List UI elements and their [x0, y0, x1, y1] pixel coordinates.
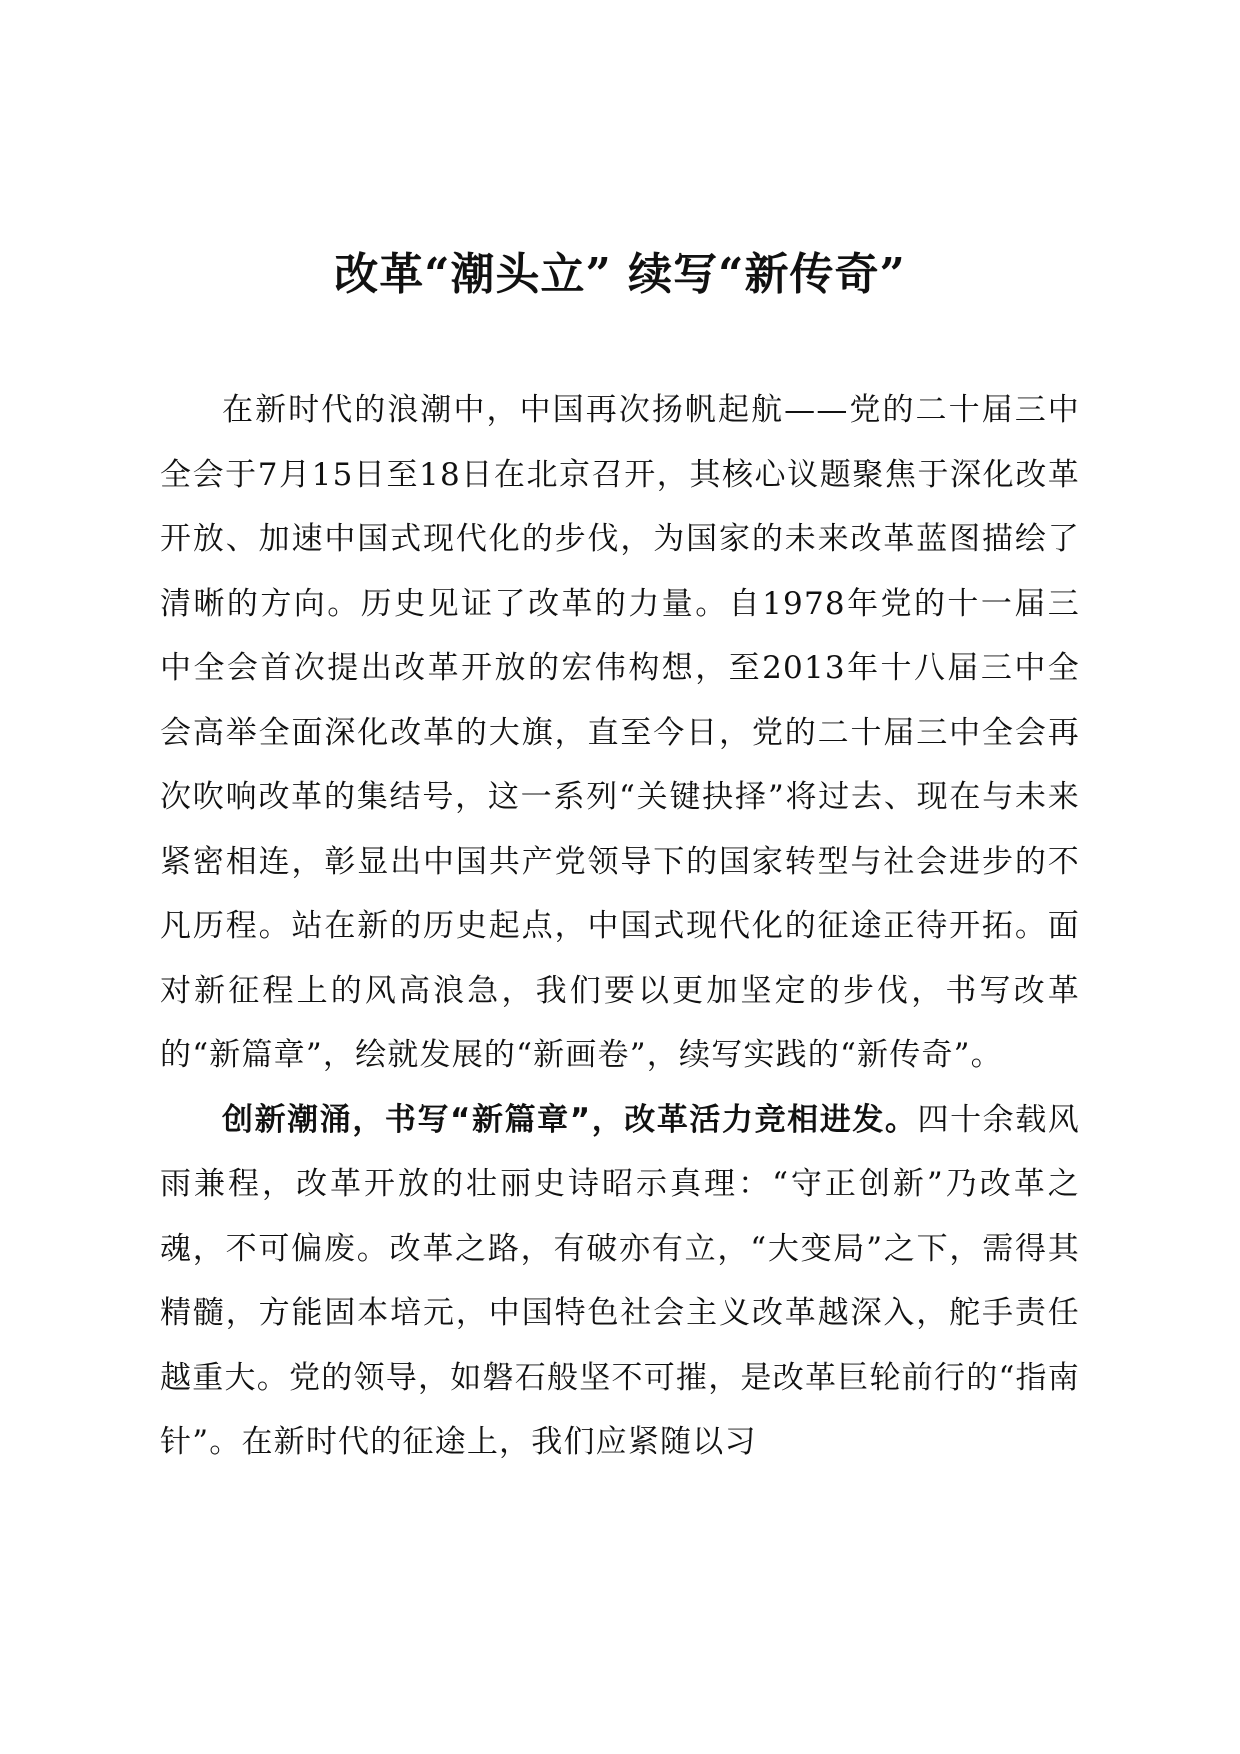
paragraph-innovation [160, 1088, 1080, 1475]
paragraph-text: 四十余载风雨兼程，改革开放的壮丽史诗昭示真理：“守正创新”乃改革之魂，不可偏废。改革之路，有破亦有立，“大变局”之下，需得其精髓，方能固本培元，中国特色社会主义改革越深入，舵手责任越重大。党的领导，如磐石般坚不可摧，是改革巨轮前行的“指南针”。在新时代的征途上，我们应紧随以习 [160, 1101, 1080, 1460]
document-title: 改革“潮头立” 续写“新传奇” [334, 249, 906, 300]
paragraph-intro [160, 378, 1080, 1088]
paragraph-text: 在新时代的浪潮中，中国再次扬帆起航——党的二十届三中全会于7月15日至18日在北京召开，其核心议题聚焦于深化改革开放、加速中国式现代化的步伐，为国家的未来改革蓝图描绘了清晰的方向。历史见证了改革的力量。自1978年党的十一届三中全会首次提出改革开放的宏伟构想，至2013年十八届三中全会高举全面深化改革的大旗，直至今日，党的二十届三中全会再次吹响改革的集结号，这一系列“关键抉择”将过去、现在与未来紧密相连，彰显出中国共产党领导下的国家转型与社会进步的不凡历程。站在新的历史起点，中国式现代化的征途正待开拓。面对新征程上的风高浪急，我们要以更加坚定的步伐，书写改革的“新篇章”，绘就发展的“新画卷”，续写实践的“新传奇”。 [160, 392, 1080, 1073]
document-body [160, 378, 1080, 1475]
paragraph-lead: 创新潮涌，书写“新篇章”，改革活力竞相进发。 [222, 1101, 918, 1138]
